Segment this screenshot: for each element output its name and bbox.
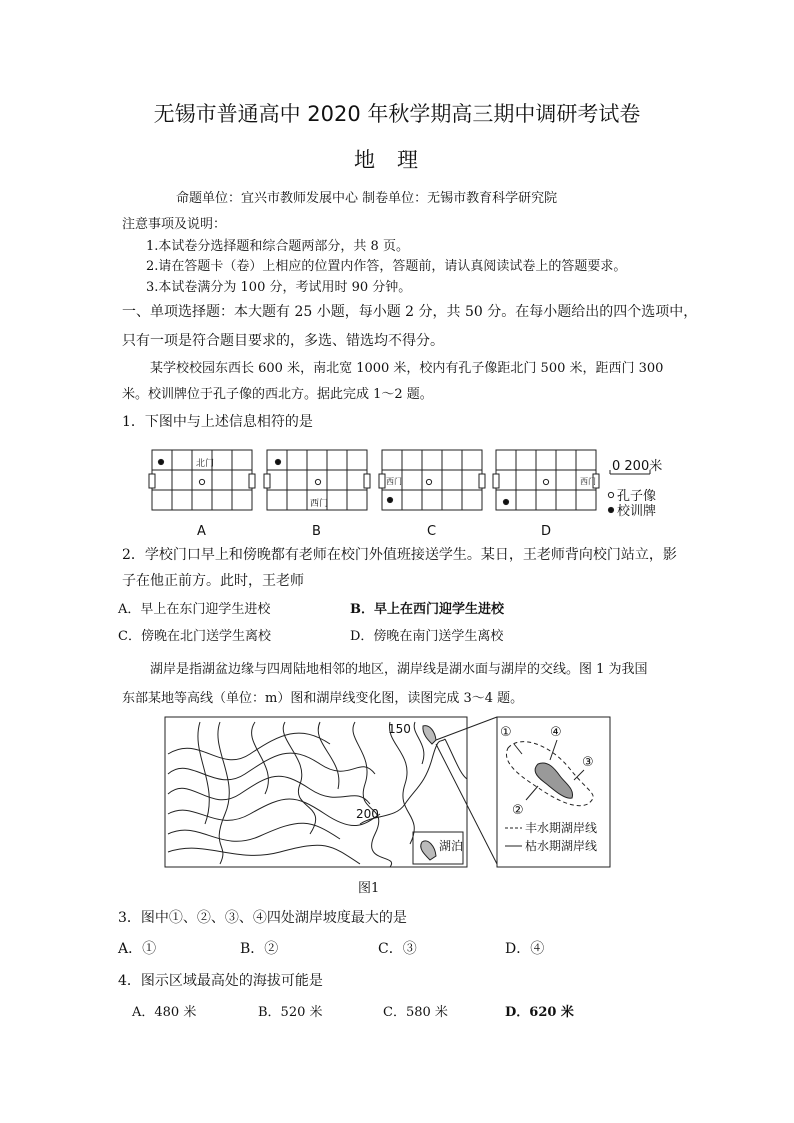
q1-stem: 1．下图中与上述信息相符的是: [122, 414, 313, 430]
q2-stem-line1: 2．学校门口早上和傍晚都有老师在校门外值班接送学生。某日，王老师背向校门站立，影: [122, 547, 677, 563]
q3-option-c: C．③: [378, 941, 417, 957]
note-item-2: 2.请在答题卡（卷）上相应的位置内作答，答题前，请认真阅读试卷上的答题要求。: [146, 259, 627, 274]
q3-option-b: B．②: [240, 941, 279, 957]
lake-shape: [423, 726, 436, 744]
q4-option-c: C．580 米: [383, 1005, 448, 1020]
q3-stem: 3．图中①、②、③、④四处湖岸坡度最大的是: [118, 910, 407, 926]
q3-option-a: A．①: [118, 941, 157, 957]
legend-dry-label: 枯水期湖岸线: [525, 839, 598, 853]
gate-label-west-c: 西门: [386, 477, 402, 486]
marker-4: ④: [550, 725, 562, 740]
q2-option-a: A．早上在东门迎学生进校: [118, 602, 271, 617]
q3-option-d: D．④: [505, 941, 545, 957]
legend-wet-label: 丰水期湖岸线: [525, 821, 598, 835]
q2-stem-line2: 子在他正前方。此时，王老师: [122, 573, 304, 589]
section1-line2: 只有一项是符合题目要求的，多选、错选均不得分。: [122, 333, 444, 349]
gate-label-west-d: 西门: [580, 477, 596, 486]
statue-marker: [315, 479, 320, 484]
contour-label-150: 150: [388, 722, 411, 736]
map-label-d: D: [541, 524, 552, 539]
marker-3: ③: [582, 755, 594, 770]
dry-season-shoreline: [535, 763, 572, 798]
passage1-line1: 某学校校园东西长 600 米，南北宽 1000 米，校内有孔子像距北门 500 米，距西门 300: [150, 361, 664, 376]
lake-legend-label: 湖泊: [439, 839, 464, 853]
contour-label-200: 200: [356, 807, 379, 821]
legend-statue-label: 孔子像: [617, 489, 657, 504]
sign-marker: [158, 459, 163, 464]
q2-option-b: B．早上在西门迎学生进校: [350, 602, 504, 617]
subject-title: 地理: [354, 148, 440, 172]
note-item-1: 1.本试卷分选择题和综合题两部分，共 8 页。: [146, 239, 409, 254]
figure1-caption: 图1: [358, 881, 380, 896]
passage2-line1: 湖岸是指湖盆边缘与四周陆地相邻的地区，湖岸线是湖水面与湖岸的交线。图 1 为我国: [150, 662, 648, 677]
map-label-b: B: [312, 524, 321, 539]
q4-stem: 4．图示区域最高处的海拔可能是: [118, 973, 323, 989]
map-label-c: C: [427, 524, 437, 539]
q2-option-c: C．傍晚在北门送学生离校: [118, 629, 271, 644]
section1-line1: 一、单项选择题：本大题有 25 小题，每小题 2 分，共 50 分。在每小题给出的四个选项中，: [122, 304, 698, 320]
sign-marker: [503, 499, 508, 504]
statue-marker: [199, 479, 204, 484]
q4-option-a: A．480 米: [132, 1005, 197, 1020]
notes-heading: 注意事项及说明：: [122, 217, 227, 232]
legend-sign-label: 校训牌: [617, 504, 657, 519]
exam-title: 无锡市普通高中 2020 年秋学期高三期中调研考试卷: [153, 102, 641, 126]
passage1-line2: 米。校训牌位于孔子像的西北方。据此完成 1～2 题。: [122, 387, 433, 402]
figure1-contour-map: [160, 714, 620, 870]
q1-campus-maps: [140, 444, 680, 540]
q4-option-b: B．520 米: [258, 1005, 323, 1020]
marker-1: ①: [500, 725, 512, 740]
sign-marker: [275, 459, 280, 464]
gate-label-west-b: 西门: [310, 499, 329, 509]
sign-marker: [387, 497, 392, 502]
lake-legend-icon: [421, 841, 436, 860]
scale-label: 0 200米: [612, 459, 663, 474]
issuing-units: 命题单位：宜兴市教师发展中心 制卷单位：无锡市教育科学研究院: [176, 191, 558, 206]
statue-marker: [426, 479, 431, 484]
statue-marker: [543, 479, 548, 484]
note-item-3: 3.本试卷满分为 100 分，考试用时 90 分钟。: [146, 280, 412, 295]
marker-2: ②: [512, 803, 524, 818]
passage2-line2: 东部某地等高线（单位：m）图和湖岸线变化图，读图完成 3～4 题。: [122, 691, 524, 706]
q2-option-d: D．傍晚在南门送学生离校: [350, 629, 504, 644]
legend-statue-icon: [608, 492, 613, 497]
map-label-a: A: [197, 524, 206, 539]
legend-sign-icon: [608, 507, 613, 512]
gate-label-north: 北门: [196, 459, 215, 469]
q4-option-d: D．620 米: [505, 1005, 574, 1020]
